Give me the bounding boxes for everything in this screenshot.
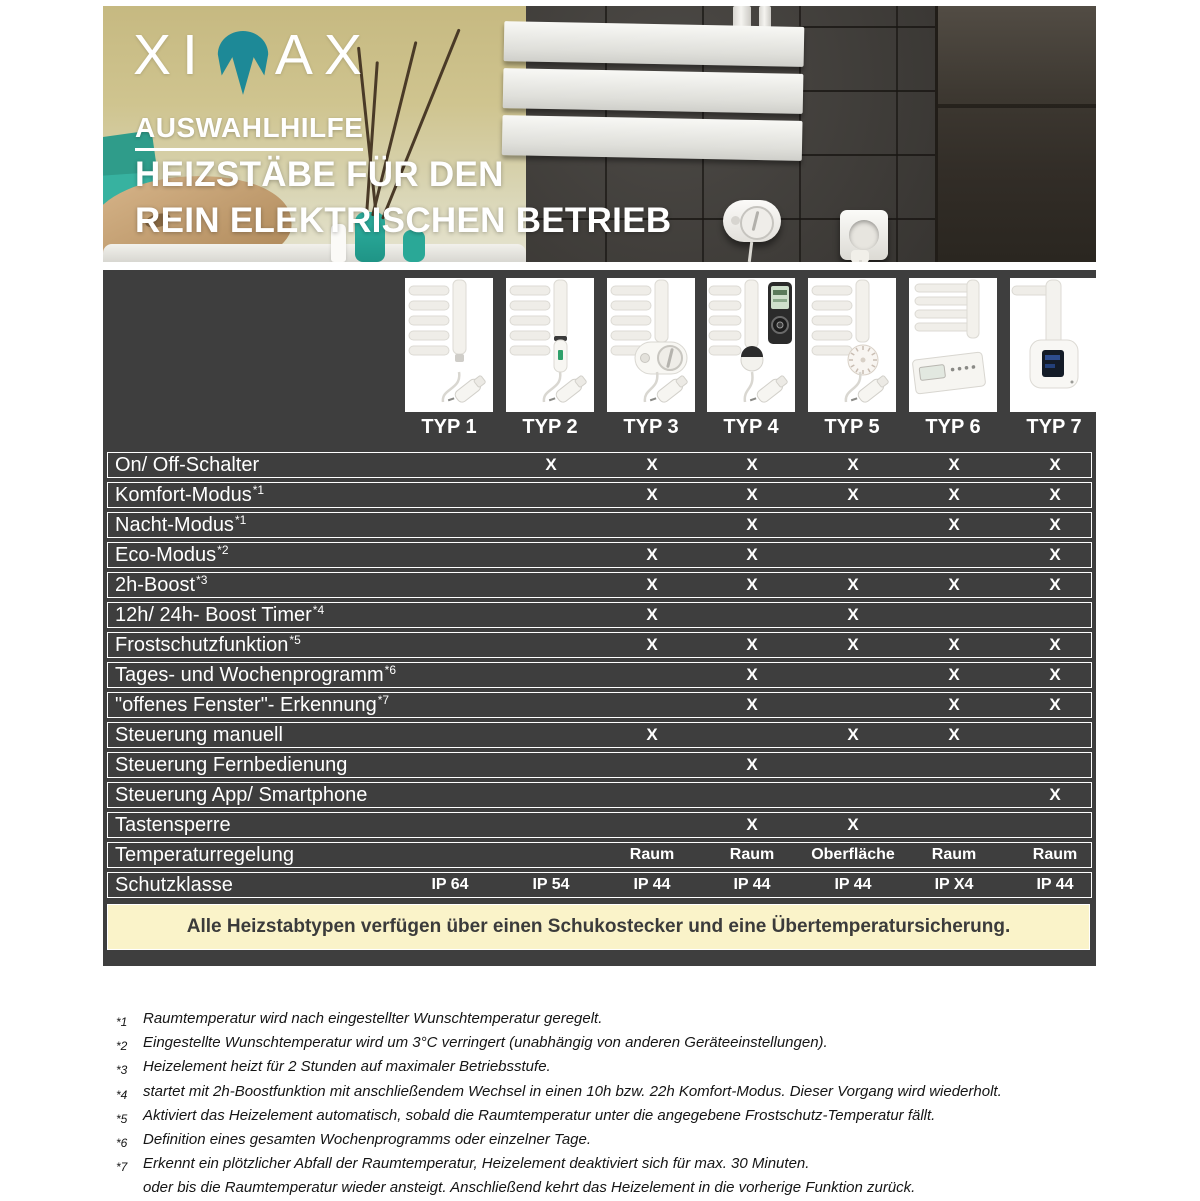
- feature-check: X: [746, 695, 758, 714]
- feature-check: X: [948, 725, 960, 744]
- footnote-marker: *2: [116, 1039, 128, 1054]
- feature-label: Steuerung App/ Smartphone: [115, 784, 368, 806]
- hero-cabinet: [935, 6, 1096, 262]
- hero-title-line1: HEIZSTÄBE FÜR DEN: [135, 155, 504, 194]
- feature-check: X: [746, 545, 758, 564]
- footnote-line: [116, 1104, 1126, 1128]
- feature-check: X: [847, 455, 859, 474]
- table-row: [107, 542, 1092, 568]
- footnote-text: Erkennt ein plötzlicher Abfall der Raumtemperatur, Heizelement deaktiviert sich für max. 30 Minuten.: [143, 1155, 810, 1173]
- feature-label: "offenes Fenster"- Erkennung$^{*7}$: [115, 693, 390, 716]
- feature-check: X: [646, 605, 658, 624]
- product-image-typ-7: [1010, 278, 1098, 412]
- feature-value: IP 54: [532, 876, 570, 893]
- feature-label: Eco-Modus$^{*2}$: [115, 543, 229, 566]
- table-row: [107, 632, 1092, 658]
- product-image-typ-3: [607, 278, 695, 412]
- radiator-slat: [504, 21, 805, 67]
- table-row: [107, 782, 1092, 808]
- feature-check: X: [948, 455, 960, 474]
- footnote-marker: *1: [252, 483, 265, 497]
- feature-check: X: [746, 485, 758, 504]
- footnote-marker: *6: [384, 663, 396, 677]
- feature-check: X: [646, 455, 658, 474]
- feature-check: X: [1049, 635, 1061, 654]
- footnote-line: [116, 1128, 1126, 1152]
- feature-check: X: [1049, 575, 1061, 594]
- feature-check: X: [847, 815, 859, 834]
- table-row: [107, 572, 1092, 598]
- feature-label: Temperaturregelung: [115, 844, 294, 866]
- feature-check: X: [1049, 785, 1061, 804]
- feature-check: X: [1049, 455, 1061, 474]
- footnote-marker: *7: [377, 693, 390, 707]
- radiator-slat: [502, 115, 803, 161]
- product-image-typ-6: [909, 278, 997, 412]
- footnote-text: oder bis die Raumtemperatur wieder ansteigt. Anschließend kehrt das Heizelement in die vorherige Funktion zurück.: [143, 1179, 916, 1197]
- feature-label: Nacht-Modus$^{*1}$: [115, 513, 247, 536]
- feature-check: X: [847, 605, 859, 624]
- feature-check: X: [1049, 665, 1061, 684]
- feature-check: X: [948, 515, 960, 534]
- feature-check: X: [847, 635, 859, 654]
- control-button: [731, 216, 740, 225]
- footnote-text: Eingestellte Wunschtemperatur wird um 3°C verringert (unabhängig von anderen Geräteeinstellungen).: [143, 1034, 828, 1052]
- column-header-typ-2: TYP 2: [522, 416, 578, 438]
- feature-check: X: [948, 575, 960, 594]
- column-header-typ-7: TYP 7: [1026, 416, 1082, 438]
- control-dial: [740, 206, 774, 240]
- table-row: [107, 722, 1092, 748]
- footnote-marker: *1: [234, 513, 247, 527]
- hero-cabinet-seam: [938, 104, 1096, 108]
- feature-check: X: [948, 665, 960, 684]
- feature-check: X: [948, 485, 960, 504]
- radiator-slat: [503, 68, 804, 114]
- footnote-line: [116, 1007, 1126, 1031]
- feature-check: X: [847, 575, 859, 594]
- note-text: Alle Heizstabtypen verfügen über einen Schukostecker und eine Übertemperatursicherung.: [186, 916, 1011, 937]
- feature-check: X: [948, 635, 960, 654]
- footnote-marker: *4: [312, 603, 325, 617]
- feature-check: X: [1049, 695, 1061, 714]
- feature-check: X: [646, 575, 658, 594]
- feature-check: X: [646, 545, 658, 564]
- logo-text-right: AX: [274, 23, 373, 87]
- ximax-m-icon: [212, 22, 274, 100]
- feature-value: Raum: [629, 846, 675, 863]
- footnote-line: [116, 1152, 1126, 1176]
- footnote-line: [116, 1031, 1126, 1055]
- footnote-text: Raumtemperatur wird nach eingestellter Wunschtemperatur geregelt.: [143, 1010, 603, 1027]
- footnote-marker: *6: [116, 1136, 128, 1151]
- feature-label: Tastensperre: [115, 814, 231, 836]
- product-image-typ-1: [405, 278, 493, 412]
- feature-value: Raum: [931, 846, 977, 863]
- feature-value: Raum: [1032, 846, 1078, 863]
- bathtub-edge: [103, 244, 526, 262]
- feature-check: X: [746, 575, 758, 594]
- feature-value: IP 44: [1036, 876, 1074, 893]
- feature-check: X: [746, 635, 758, 654]
- footnote-text: Heizelement heizt für 2 Stunden auf maximaler Betriebsstufe.: [143, 1058, 551, 1076]
- hero-kicker: AUSWAHLHILFE: [135, 112, 363, 151]
- column-header-typ-3: TYP 3: [623, 416, 679, 438]
- socket-inset: [849, 220, 879, 250]
- footnote-text: startet mit 2h-Boostfunktion mit anschließendem Wechsel in einen 10h bzw. 22h Komfort-Modus. Dieser Vorgang wird wiederholt.: [143, 1082, 1002, 1100]
- table-row: [107, 872, 1092, 898]
- dial-slot: [752, 211, 760, 231]
- feature-value: IP X4: [934, 876, 974, 893]
- feature-label: Steuerung manuell: [115, 724, 283, 746]
- footnote-text: Definition eines gesamten Wochenprogramms oder einzelner Tage.: [143, 1131, 592, 1149]
- feature-check: X: [746, 455, 758, 474]
- feature-label: Komfort-Modus$^{*1}$: [115, 483, 265, 506]
- feature-check: X: [646, 725, 658, 744]
- feature-check: X: [646, 485, 658, 504]
- feature-check: X: [746, 815, 758, 834]
- table-row: [107, 602, 1092, 628]
- feature-check: X: [646, 635, 658, 654]
- table-row: [107, 812, 1092, 838]
- column-header-typ-4: TYP 4: [723, 416, 779, 438]
- footnote-text: Aktiviert das Heizelement automatisch, sobald die Raumtemperatur unter die angegebene Frostschutz-Temperatur fällt.: [143, 1106, 936, 1124]
- flat-panel-radiator: [502, 21, 805, 168]
- feature-check: X: [545, 455, 557, 474]
- hero-banner: [103, 6, 1096, 262]
- heating-element-control: [723, 200, 781, 242]
- column-header-typ-6: TYP 6: [925, 416, 981, 438]
- comparison-table: [103, 270, 1096, 966]
- table-row: [107, 452, 1092, 478]
- footnote-line: [116, 1176, 1126, 1200]
- footnote-marker: *7: [116, 1160, 128, 1175]
- column-header-typ-1: TYP 1: [421, 416, 477, 438]
- feature-value: IP 44: [733, 876, 771, 893]
- feature-label: Steuerung Fernbedienung: [115, 754, 348, 776]
- footnote-line: [116, 1080, 1126, 1104]
- product-image-typ-2: [506, 278, 594, 412]
- feature-label: Frostschutzfunktion$^{*5}$: [115, 633, 301, 656]
- column-header-typ-5: TYP 5: [824, 416, 880, 438]
- feature-value: IP 64: [431, 876, 469, 893]
- feature-value: IP 44: [633, 876, 671, 893]
- feature-value: IP 44: [834, 876, 872, 893]
- table-row: [107, 482, 1092, 508]
- product-image-typ-5: [808, 278, 896, 412]
- footnotes: [116, 1007, 1126, 1201]
- table-row: [107, 512, 1092, 538]
- table-row: [107, 692, 1092, 718]
- table-row: [107, 662, 1092, 688]
- footnote-marker: *2: [217, 543, 229, 557]
- footnote-marker: *4: [116, 1087, 128, 1102]
- product-image-typ-4: [707, 278, 795, 412]
- feature-check: X: [746, 665, 758, 684]
- feature-check: X: [948, 695, 960, 714]
- feature-value: Raum: [729, 846, 775, 863]
- feature-check: X: [847, 725, 859, 744]
- feature-label: On/ Off-Schalter: [115, 454, 260, 476]
- feature-value: Oberfläche: [811, 846, 895, 863]
- feature-check: X: [847, 485, 859, 504]
- power-cable: [859, 260, 862, 262]
- feature-label: 2h-Boost$^{*3}$: [115, 573, 208, 596]
- footnote-marker: *1: [116, 1015, 128, 1029]
- table-row: [107, 752, 1092, 778]
- footnote-marker: *3: [116, 1063, 128, 1078]
- logo-text-left: XI: [133, 23, 209, 87]
- feature-check: X: [1049, 545, 1061, 564]
- note-banner: [107, 904, 1090, 950]
- feature-check: X: [1049, 485, 1061, 504]
- feature-label: Tages- und Wochenprogramm$^{*6}$: [115, 663, 396, 686]
- table-row: [107, 842, 1092, 868]
- footnote-marker: *3: [196, 573, 208, 587]
- hero-title-line2: REIN ELEKTRISCHEN BETRIEB: [135, 201, 672, 240]
- feature-label: Schutzklasse: [115, 874, 233, 896]
- feature-check: X: [1049, 515, 1061, 534]
- ximax-logo: [133, 22, 373, 87]
- footnote-marker: *5: [289, 633, 301, 647]
- footnote-line: [116, 1055, 1126, 1079]
- feature-check: X: [746, 515, 758, 534]
- footnote-marker: *5: [116, 1111, 128, 1126]
- feature-label: 12h/ 24h- Boost Timer$^{*4}$: [115, 603, 325, 626]
- feature-check: X: [746, 755, 758, 774]
